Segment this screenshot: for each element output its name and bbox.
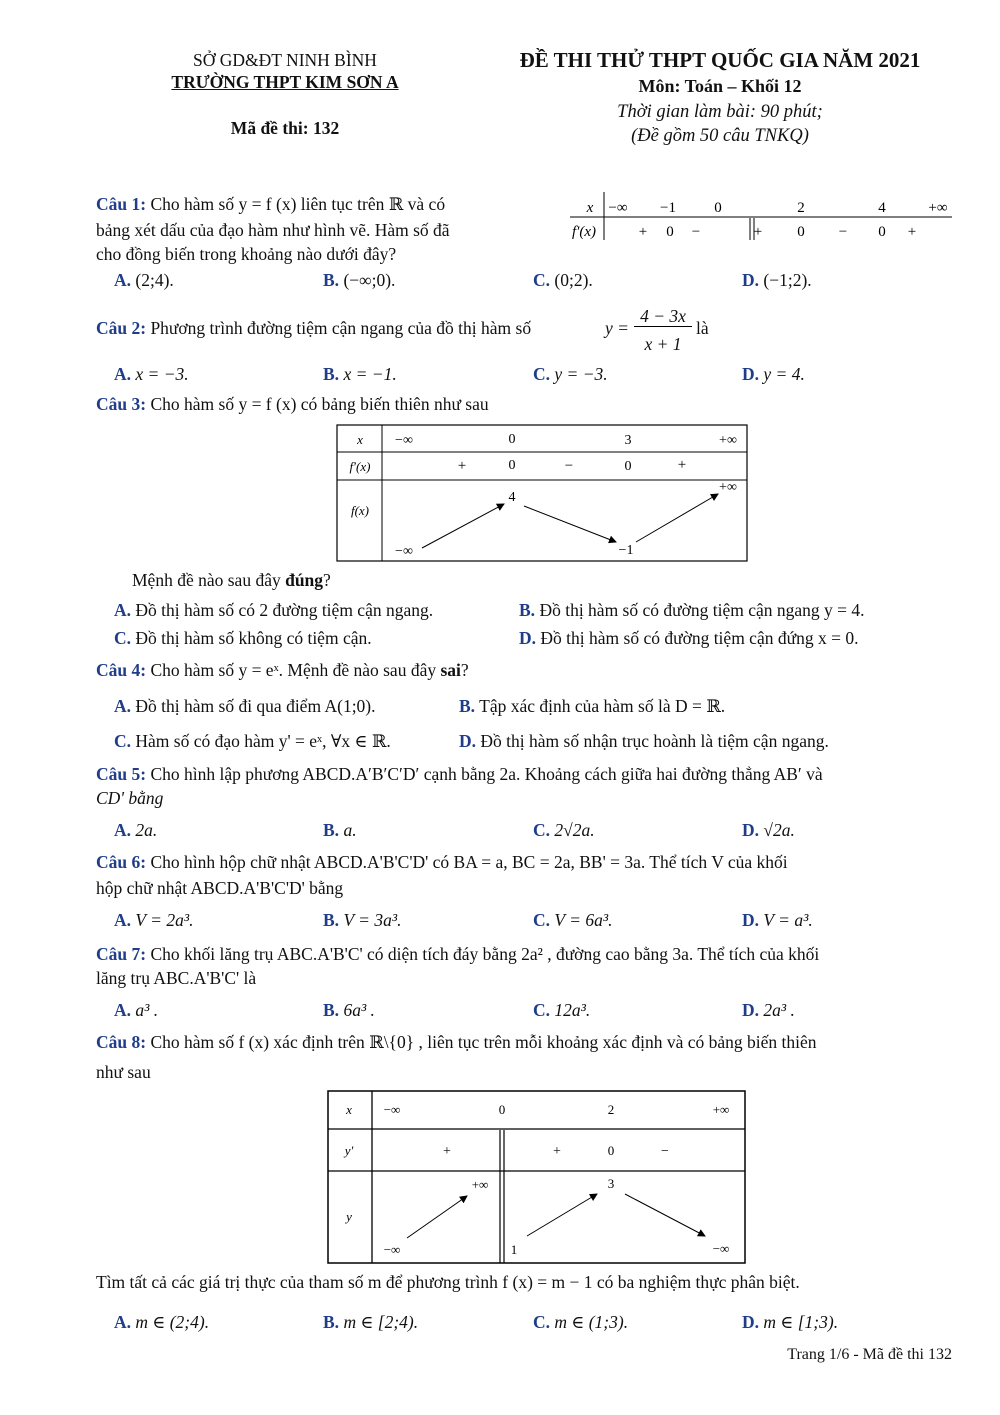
question-6-text bbox=[96, 852, 788, 873]
option-text: Đồ thị hàm số không có tiệm cận. bbox=[135, 628, 372, 648]
vt-x-value: −∞ bbox=[383, 1102, 401, 1117]
option-key: A. bbox=[114, 820, 132, 840]
option-key: D. bbox=[742, 270, 760, 290]
option-c[interactable] bbox=[533, 910, 612, 931]
question-5-text bbox=[96, 764, 823, 785]
sign-table-fp-label: f′(x) bbox=[571, 224, 597, 240]
formula-lhs: y = bbox=[605, 318, 629, 338]
question-7-line-2: lăng trụ ABC.A'B'C' là bbox=[96, 968, 257, 988]
option-text: 2a³ . bbox=[763, 1000, 795, 1020]
option-a[interactable] bbox=[114, 910, 193, 931]
school-name: TRƯỜNG THPT KIM SƠN A bbox=[171, 72, 399, 92]
option-c[interactable] bbox=[533, 364, 608, 385]
vt-f-label: f(x) bbox=[350, 503, 370, 518]
option-text: Đồ thị hàm số có đường tiệm cận đứng x = 0. bbox=[540, 628, 859, 648]
option-text: √2a. bbox=[763, 820, 795, 840]
option-key: B. bbox=[323, 1000, 340, 1020]
decreasing-arrow bbox=[625, 1194, 705, 1236]
question-8-prompt: Tìm tất cả các giá trị thực của tham số m để phương trình f (x) = m − 1 có ba nghiệm thực phân biệt. bbox=[96, 1272, 800, 1292]
vt-x-value: −∞ bbox=[395, 433, 413, 448]
sign-table-x-value: +∞ bbox=[928, 200, 948, 216]
option-key: B. bbox=[459, 696, 476, 716]
option-key: B. bbox=[323, 910, 340, 930]
department: SỞ GD&ĐT NINH BÌNH bbox=[193, 50, 377, 70]
vt-y-value: 3 bbox=[607, 1176, 615, 1191]
option-key: C. bbox=[533, 1000, 551, 1020]
option-text: 6a³ . bbox=[343, 1000, 375, 1020]
vt-sign: + bbox=[553, 1144, 561, 1159]
option-text: Tập xác định của hàm số là D = ℝ. bbox=[479, 696, 726, 716]
option-key: A. bbox=[114, 910, 132, 930]
question-1-line-2: bảng xét dấu của đạo hàm như hình vẽ. Hàm số đã bbox=[96, 220, 450, 240]
vt-x-value: 3 bbox=[624, 433, 632, 448]
vt-f-value: 4 bbox=[508, 490, 516, 505]
option-key: D. bbox=[519, 628, 537, 648]
sign-table-sign: 0 bbox=[878, 224, 886, 240]
option-c[interactable] bbox=[533, 1000, 590, 1021]
vt-x-value: +∞ bbox=[719, 433, 737, 448]
vt-y-value: 1 bbox=[510, 1242, 518, 1257]
question-5-label: Câu 5: bbox=[96, 764, 147, 784]
option-c[interactable] bbox=[533, 820, 595, 841]
question-5-line-2: CD' bằng bbox=[96, 788, 164, 808]
sign-table-sign: + bbox=[907, 224, 917, 240]
option-d[interactable] bbox=[459, 731, 829, 752]
option-key: C. bbox=[533, 820, 551, 840]
vt-sign: 0 bbox=[607, 1143, 615, 1158]
option-d[interactable] bbox=[742, 270, 812, 291]
increasing-arrow bbox=[407, 1196, 467, 1238]
option-c[interactable] bbox=[114, 731, 391, 752]
question-1-label: Câu 1: bbox=[96, 194, 147, 214]
question-8-variation-table bbox=[327, 1090, 747, 1265]
prompt-emphasis: đúng bbox=[285, 570, 324, 590]
option-key: C. bbox=[533, 364, 551, 384]
question-8-line-2: như sau bbox=[96, 1062, 151, 1082]
option-d[interactable] bbox=[742, 1312, 838, 1333]
vt-sign: + bbox=[457, 458, 467, 474]
vt-y-label: y bbox=[346, 1209, 352, 1224]
vt-x-value: 0 bbox=[498, 1102, 506, 1117]
option-b[interactable] bbox=[323, 820, 357, 841]
option-text: y = 4. bbox=[763, 364, 805, 384]
vt-fp-label: f′(x) bbox=[349, 459, 371, 474]
vt-yp-label: y′ bbox=[344, 1143, 354, 1158]
question-1-sign-table bbox=[560, 192, 955, 244]
option-a[interactable] bbox=[114, 1312, 209, 1333]
prompt-emphasis: sai bbox=[440, 660, 461, 680]
sign-table-x-value: 0 bbox=[714, 200, 722, 216]
vt-x-label: x bbox=[357, 432, 363, 447]
option-text: a. bbox=[343, 820, 357, 840]
option-b[interactable] bbox=[459, 696, 725, 717]
option-text: m ∈ (2;4). bbox=[135, 1312, 210, 1332]
option-b[interactable] bbox=[323, 1000, 375, 1021]
vt-f-value: +∞ bbox=[719, 480, 737, 495]
exam-code: Mã đề thi: 132 bbox=[230, 118, 340, 138]
option-key: A. bbox=[114, 270, 132, 290]
option-text: x = −3. bbox=[135, 364, 189, 384]
vt-f-value: −1 bbox=[618, 543, 634, 558]
option-d[interactable] bbox=[742, 1000, 795, 1021]
vt-sign: 0 bbox=[508, 458, 516, 473]
option-key: C. bbox=[114, 731, 132, 751]
option-text: 12a³. bbox=[554, 1000, 591, 1020]
option-a[interactable] bbox=[114, 820, 157, 841]
increasing-arrow bbox=[422, 504, 504, 548]
question-1-line-1: Cho hàm số y = f (x) liên tục trên ℝ và có bbox=[150, 194, 446, 214]
option-key: D. bbox=[742, 1000, 760, 1020]
sign-table-x-value: 4 bbox=[878, 200, 886, 216]
option-key: A. bbox=[114, 1000, 132, 1020]
sign-table-x-value: −1 bbox=[660, 200, 676, 216]
option-text: Đồ thị hàm số nhận trục hoành là tiệm cận ngang. bbox=[480, 731, 829, 751]
option-text: (2;4). bbox=[135, 270, 174, 290]
option-key: D. bbox=[459, 731, 477, 751]
option-b[interactable] bbox=[323, 270, 395, 291]
option-b[interactable] bbox=[323, 364, 397, 385]
option-key: A. bbox=[114, 600, 132, 620]
option-key: A. bbox=[114, 364, 132, 384]
question-3-variation-table bbox=[336, 424, 749, 564]
option-text: (−1;2). bbox=[763, 270, 812, 290]
vt-f-value: −∞ bbox=[395, 544, 413, 559]
prompt-text: ? bbox=[323, 570, 331, 590]
option-text: m ∈ [1;3). bbox=[763, 1312, 839, 1332]
option-key: B. bbox=[323, 820, 340, 840]
question-1-line-3: cho đồng biến trong khoảng nào dưới đây? bbox=[96, 244, 397, 264]
option-key: A. bbox=[114, 1312, 132, 1332]
option-text: V = 2a³. bbox=[135, 910, 194, 930]
exam-time: Thời gian làm bài: 90 phút; bbox=[617, 102, 823, 122]
option-text: V = 3a³. bbox=[343, 910, 402, 930]
vt-sign: 0 bbox=[624, 459, 632, 474]
question-4-label: Câu 4: bbox=[96, 660, 147, 680]
page-footer: Trang 1/6 - Mã đề thi 132 bbox=[787, 1346, 952, 1363]
formula-denominator: x + 1 bbox=[644, 334, 682, 354]
option-key: C. bbox=[533, 1312, 551, 1332]
question-4-text bbox=[96, 660, 469, 681]
question-1-text bbox=[96, 194, 526, 215]
option-key: B. bbox=[323, 270, 340, 290]
sign-table-sign: 0 bbox=[666, 224, 674, 240]
option-d[interactable] bbox=[742, 910, 813, 931]
option-b[interactable] bbox=[323, 1312, 418, 1333]
vt-sign: − bbox=[564, 458, 574, 474]
decreasing-arrow bbox=[524, 506, 616, 542]
question-7-label: Câu 7: bbox=[96, 944, 147, 964]
option-b[interactable] bbox=[519, 600, 865, 621]
vt-x-value: +∞ bbox=[712, 1102, 730, 1117]
option-key: D. bbox=[742, 364, 760, 384]
sign-table-sign: + bbox=[638, 224, 648, 240]
option-a[interactable] bbox=[114, 270, 174, 291]
option-d[interactable] bbox=[742, 364, 805, 385]
increasing-arrow bbox=[636, 494, 718, 542]
option-key: D. bbox=[742, 820, 760, 840]
question-2-suffix: là bbox=[696, 318, 709, 338]
option-key: C. bbox=[533, 270, 551, 290]
option-key: D. bbox=[742, 910, 760, 930]
option-key: B. bbox=[519, 600, 536, 620]
vt-x-value: 2 bbox=[607, 1102, 615, 1117]
option-key: C. bbox=[114, 628, 132, 648]
sign-table-x-value: 2 bbox=[797, 200, 805, 216]
question-2-label: Câu 2: bbox=[96, 318, 147, 338]
vt-y-value: −∞ bbox=[712, 1241, 730, 1256]
option-text: Đồ thị hàm số có đường tiệm cận ngang y = 4. bbox=[539, 600, 865, 620]
question-6-line-2: hộp chữ nhật ABCD.A'B'C'D' bằng bbox=[96, 878, 344, 898]
question-2-text bbox=[96, 318, 531, 339]
exam-question-count: (Đề gồm 50 câu TNKQ) bbox=[631, 126, 809, 146]
vt-sign: + bbox=[677, 457, 687, 473]
prompt-text: Mệnh đề nào sau đây bbox=[132, 570, 286, 590]
question-8-label: Câu 8: bbox=[96, 1032, 147, 1052]
vt-x-label: x bbox=[346, 1102, 352, 1117]
option-text: V = a³. bbox=[763, 910, 813, 930]
option-key: A. bbox=[114, 696, 132, 716]
option-text: V = 6a³. bbox=[554, 910, 613, 930]
exam-subject: Môn: Toán – Khối 12 bbox=[638, 76, 802, 96]
option-text: m ∈ (1;3). bbox=[554, 1312, 629, 1332]
option-a[interactable] bbox=[114, 1000, 158, 1021]
option-c[interactable] bbox=[533, 1312, 628, 1333]
prompt-text: Cho hàm số y = eˣ. Mệnh đề nào sau đây bbox=[150, 660, 441, 680]
option-a[interactable] bbox=[114, 600, 433, 621]
sign-table-sign: 0 bbox=[797, 224, 805, 240]
option-text: (0;2). bbox=[554, 270, 593, 290]
vt-x-value: 0 bbox=[508, 432, 516, 447]
option-a[interactable] bbox=[114, 696, 376, 717]
option-text: x = −1. bbox=[343, 364, 397, 384]
option-b[interactable] bbox=[323, 910, 402, 931]
question-3-prompt-2 bbox=[132, 570, 331, 591]
vt-y-value: −∞ bbox=[383, 1242, 401, 1257]
formula-numerator: 4 − 3x bbox=[634, 306, 692, 327]
option-text: Hàm số có đạo hàm y' = eˣ, ∀x ∈ ℝ. bbox=[135, 731, 391, 751]
question-3-text bbox=[96, 394, 489, 415]
question-2-prompt: Phương trình đường tiệm cận ngang của đồ thị hàm số bbox=[150, 318, 532, 338]
option-key: D. bbox=[742, 1312, 760, 1332]
question-8-line-1: Cho hàm số f (x) xác định trên ℝ\{0} , liên tục trên mỗi khoảng xác định và có bảng biến thiên bbox=[150, 1032, 817, 1052]
question-7-text bbox=[96, 944, 819, 965]
sign-table-sign: − bbox=[838, 224, 848, 240]
option-text: 2a. bbox=[135, 820, 158, 840]
question-6-label: Câu 6: bbox=[96, 852, 147, 872]
sign-table-x-label: x bbox=[586, 200, 594, 216]
option-text: y = −3. bbox=[554, 364, 608, 384]
sign-table-x-value: −∞ bbox=[608, 200, 628, 216]
sign-table-sign: − bbox=[691, 224, 701, 240]
option-key: B. bbox=[323, 1312, 340, 1332]
option-text: m ∈ [2;4). bbox=[343, 1312, 419, 1332]
option-d[interactable] bbox=[519, 628, 858, 649]
option-c[interactable] bbox=[533, 270, 593, 291]
question-3-prompt: Cho hàm số y = f (x) có bảng biến thiên như sau bbox=[150, 394, 489, 414]
option-text: 2√2a. bbox=[554, 820, 595, 840]
option-text: Đồ thị hàm số đi qua điểm A(1;0). bbox=[135, 696, 376, 716]
option-d[interactable] bbox=[742, 820, 795, 841]
vt-sign: − bbox=[661, 1144, 669, 1159]
prompt-text: ? bbox=[460, 660, 469, 680]
option-key: C. bbox=[533, 910, 551, 930]
option-key: B. bbox=[323, 364, 340, 384]
option-text: a³ . bbox=[135, 1000, 159, 1020]
sign-table-sign: + bbox=[753, 224, 763, 240]
question-8-text bbox=[96, 1032, 817, 1053]
question-6-line-1: Cho hình hộp chữ nhật ABCD.A'B'C'D' có BA = a, BC = 2a, BB' = 3a. Thể tích V của khối bbox=[150, 852, 788, 872]
vt-sign: + bbox=[443, 1144, 451, 1159]
question-5-line-1: Cho hình lập phương ABCD.A′B′C′D′ cạnh bằng 2a. Khoảng cách giữa hai đường thẳng AB′ và bbox=[150, 764, 823, 784]
vt-y-value: +∞ bbox=[471, 1177, 489, 1192]
option-a[interactable] bbox=[114, 364, 189, 385]
option-text: (−∞;0). bbox=[343, 270, 396, 290]
exam-title: ĐỀ THI THỬ THPT QUỐC GIA NĂM 2021 bbox=[519, 48, 921, 72]
option-text: Đồ thị hàm số có 2 đường tiệm cận ngang. bbox=[135, 600, 434, 620]
question-3-label: Câu 3: bbox=[96, 394, 147, 414]
question-7-line-1: Cho khối lăng trụ ABC.A'B'C' có diện tích đáy bằng 2a² , đường cao bằng 3a. Thể tích của khối bbox=[150, 944, 820, 964]
option-c[interactable] bbox=[114, 628, 372, 649]
increasing-arrow bbox=[527, 1194, 597, 1236]
